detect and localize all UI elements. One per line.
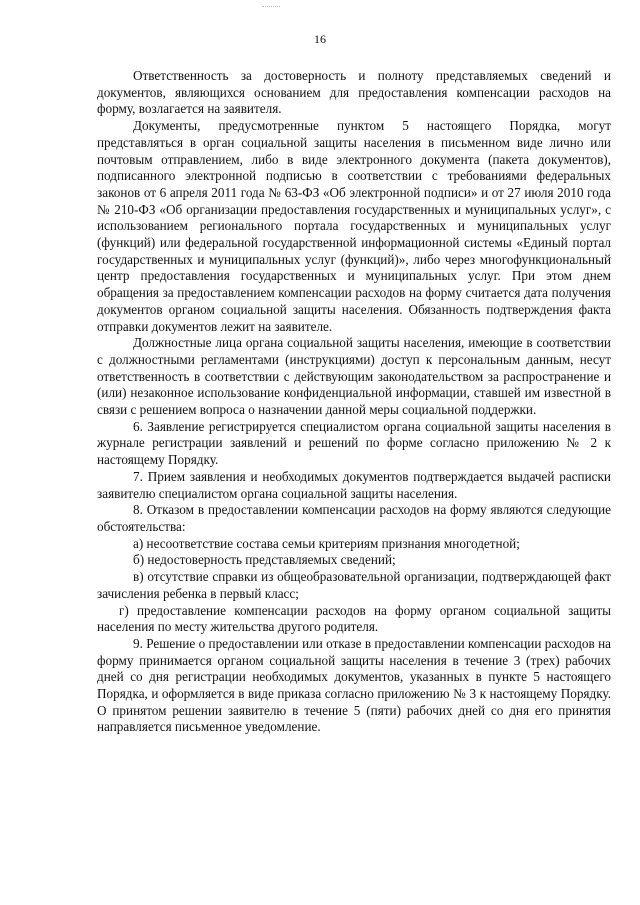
document-body bbox=[97, 68, 611, 736]
paragraph-submission-methods: Документы, предусмотренные пунктом 5 настоящего Порядка, могут представляться в орган социальной защиты населения в письменном виде лично или почтовым отправлением, либо в виде электронного документа (пакета документов), подписанного электронной подписью в соответствии с требованиями федеральных законов от 6 апреля 2011 года № 63-ФЗ «Об электронной подписи» и от 27 июля 2010 года № 210-ФЗ «Об организации предоставления государственных и муниципальных услуг», с использованием регионального портала государственных и муниципальных услуг (функций) или федеральной государственной информационной системы «Единый портал государственных и муниципальных услуг (функций)», либо через многофункциональный центр предоставления государственных и муниципальных услуг. При этом днем обращения за предоставлением компенсации расходов на форму считается дата получения документов органом социальной защиты населения. Обязанность подтверждения факта отправки документов лежит на заявителе. bbox=[97, 118, 611, 334]
paragraph-item-8a: а) несоответствие состава семьи критериям признания многодетной; bbox=[133, 535, 520, 551]
paragraph-item-8: 8. Отказом в предоставлении компенсации расходов на форму являются следующие обстоятельства: bbox=[97, 502, 611, 534]
paragraph-officials-liability: Должностные лица органа социальной защиты населения, имеющие в соответствии с должностными регламентами (инструкциями) доступ к персональным данным, несут ответственность в соответствии с действующим законодательством за распространение и (или) незаконное использование конфиденциальной информации, ставшей им известной в связи с решением вопроса о назначении данной меры социальной поддержки. bbox=[97, 335, 611, 418]
paragraph-item-9: 9. Решение о предоставлении или отказе в предоставлении компенсации расходов на форму принимается органом социальной защиты населения в течение 3 (трех) рабочих дней со дня регистрации необходимых документов, указанных в пункте 5 настоящего Порядка, и оформляется в виде приказа согласно приложению № 3 к настоящему Порядку. О принятом решении заявителю в течение 5 (пяти) рабочих дней со дня его принятия направляется письменное уведомление. bbox=[97, 635, 611, 735]
paragraph-responsibility: Ответственность за достоверность и полноту представляемых сведений и документов, являющихся основанием для предоставления компенсации расходов на форму, возлагается на заявителя. bbox=[97, 68, 611, 117]
paragraph-item-8g: г) предоставление компенсации расходов на форму органом социальной защиты населения по месту жительства другого родителя. bbox=[97, 602, 611, 635]
scan-artifact bbox=[262, 6, 280, 10]
paragraph-item-8b: б) недостоверность представляемых сведений; bbox=[133, 552, 396, 568]
paragraph-item-8v: в) отсутствие справки из общеобразовательной организации, подтверждающей факт зачисления ребенка в первый класс; bbox=[97, 569, 611, 601]
paragraph-item-6: 6. Заявление регистрируется специалистом органа социальной защиты населения в журнале регистрации заявлений и решений по форме согласно приложению № 2 к настоящему Порядку. bbox=[97, 418, 611, 468]
paragraph-item-7: 7. Прием заявления и необходимых документов подтверждается выдачей расписки заявителю специалистом органа социальной защиты населения. bbox=[97, 468, 611, 501]
page-number: 16 bbox=[314, 32, 326, 46]
